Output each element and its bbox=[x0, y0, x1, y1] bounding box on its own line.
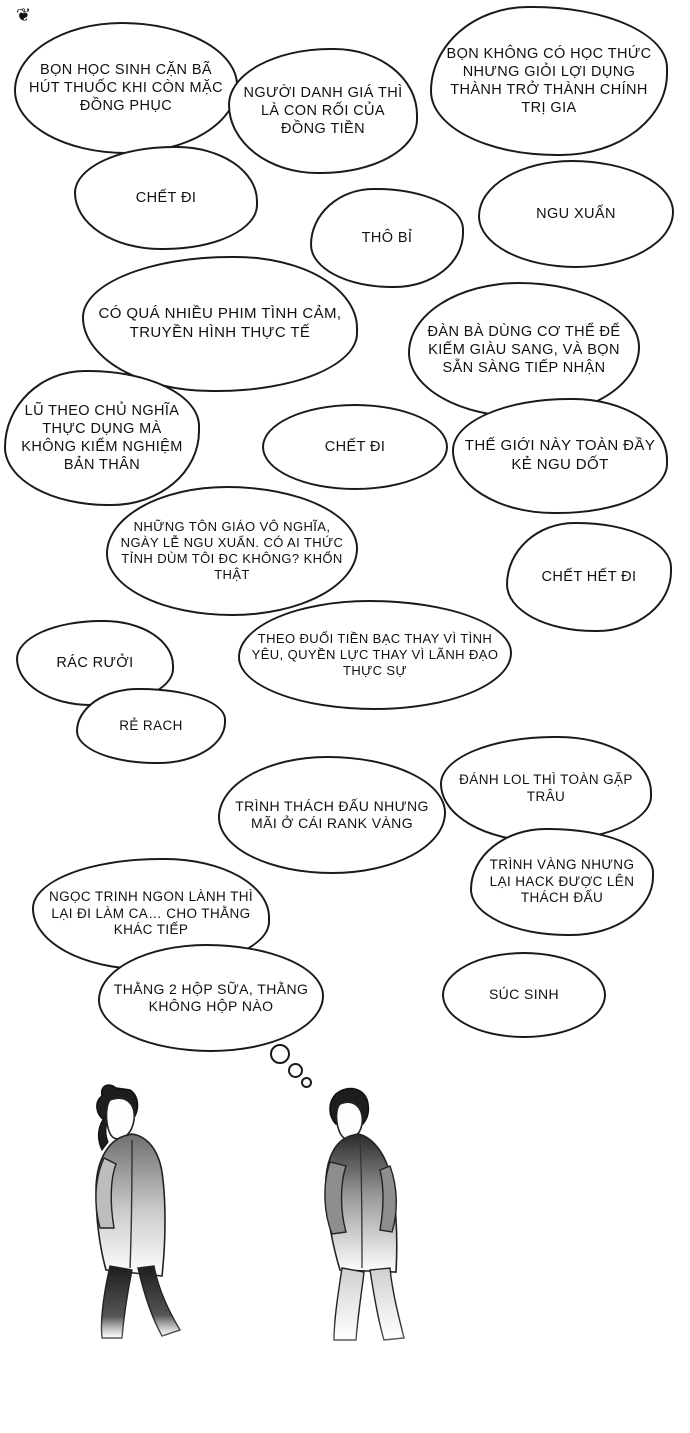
thought-bubble: BỌN HỌC SINH CẶN BÃ HÚT THUỐC KHI CÒN MẶC ĐỒNG PHỤC bbox=[14, 22, 238, 154]
thought-bubble: ĐÀN BÀ DÙNG CƠ THỂ ĐỂ KIẾM GIÀU SANG, VÀ BỌN SẴN SÀNG TIẾP NHẬN bbox=[408, 282, 640, 418]
thought-bubble: TRÌNH VÀNG NHƯNG LẠI HACK ĐƯỢC LÊN THÁCH ĐẤU bbox=[470, 828, 654, 936]
character-walking-left bbox=[70, 1080, 260, 1340]
bird-icon: ❦ bbox=[16, 5, 32, 25]
thought-bubble: NHỮNG TÔN GIÁO VÔ NGHĨA, NGÀY LỄ NGU XUẨN. CÓ AI THỨC TỈNH DÙM TÔI ĐC KHÔNG? KHỔN THẬT bbox=[106, 486, 358, 616]
thought-bubble: CHẾT ĐI bbox=[262, 404, 448, 490]
thought-bubble: CHẾT ĐI bbox=[74, 146, 258, 250]
thought-bubble: RẺ RACH bbox=[76, 688, 226, 764]
thought-bubble: TRÌNH THÁCH ĐẤU NHƯNG MÃI Ở CÁI RANK VÀNG bbox=[218, 756, 446, 874]
character-walking-right bbox=[300, 1082, 480, 1342]
thought-bubble: ĐÁNH LOL THÌ TOÀN GẶP TRÂU bbox=[440, 736, 652, 842]
thought-bubble: RÁC RƯỞI bbox=[16, 620, 174, 706]
thought-bubble: NGỌC TRINH NGON LÀNH THÌ LẠI ĐI LÀM CA… CHO THẰNG KHÁC TIẾP bbox=[32, 858, 270, 970]
thought-bubble: THẰNG 2 HỘP SỮA, THẰNG KHÔNG HỘP NÀO bbox=[98, 944, 324, 1052]
thought-bubble: NGƯỜI DANH GIÁ THÌ LÀ CON RỐI CỦA ĐỒNG TIỀN bbox=[228, 48, 418, 174]
thought-bubble: THẾ GIỚI NÀY TOÀN ĐẦY KẺ NGU DỐT bbox=[452, 398, 668, 514]
page-bottom-margin bbox=[0, 1393, 690, 1433]
thought-bubble: BỌN KHÔNG CÓ HỌC THỨC NHƯNG GIỎI LỢI DỤNG THÀNH TRỞ THÀNH CHÍNH TRỊ GIA bbox=[430, 6, 668, 156]
thought-bubble: THEO ĐUỔI TIỀN BẠC THAY VÌ TÌNH YÊU, QUYỀN LỰC THAY VÌ LÃNH ĐẠO THỰC SỰ bbox=[238, 600, 512, 710]
thought-tail-dot bbox=[288, 1063, 303, 1078]
thought-bubble: SÚC SINH bbox=[442, 952, 606, 1038]
thought-tail-dot bbox=[270, 1044, 290, 1064]
thought-bubble: CHẾT HẾT ĐI bbox=[506, 522, 672, 632]
thought-bubble: LŨ THEO CHỦ NGHĨA THỰC DỤNG MÀ KHÔNG KIỂM NGHIỆM BẢN THÂN bbox=[4, 370, 200, 506]
thought-bubble: THÔ BỈ bbox=[310, 188, 464, 288]
thought-bubble: CÓ QUÁ NHIỀU PHIM TÌNH CẢM, TRUYỀN HÌNH THỰC TẾ bbox=[82, 256, 358, 392]
thought-bubble: NGU XUẨN bbox=[478, 160, 674, 268]
